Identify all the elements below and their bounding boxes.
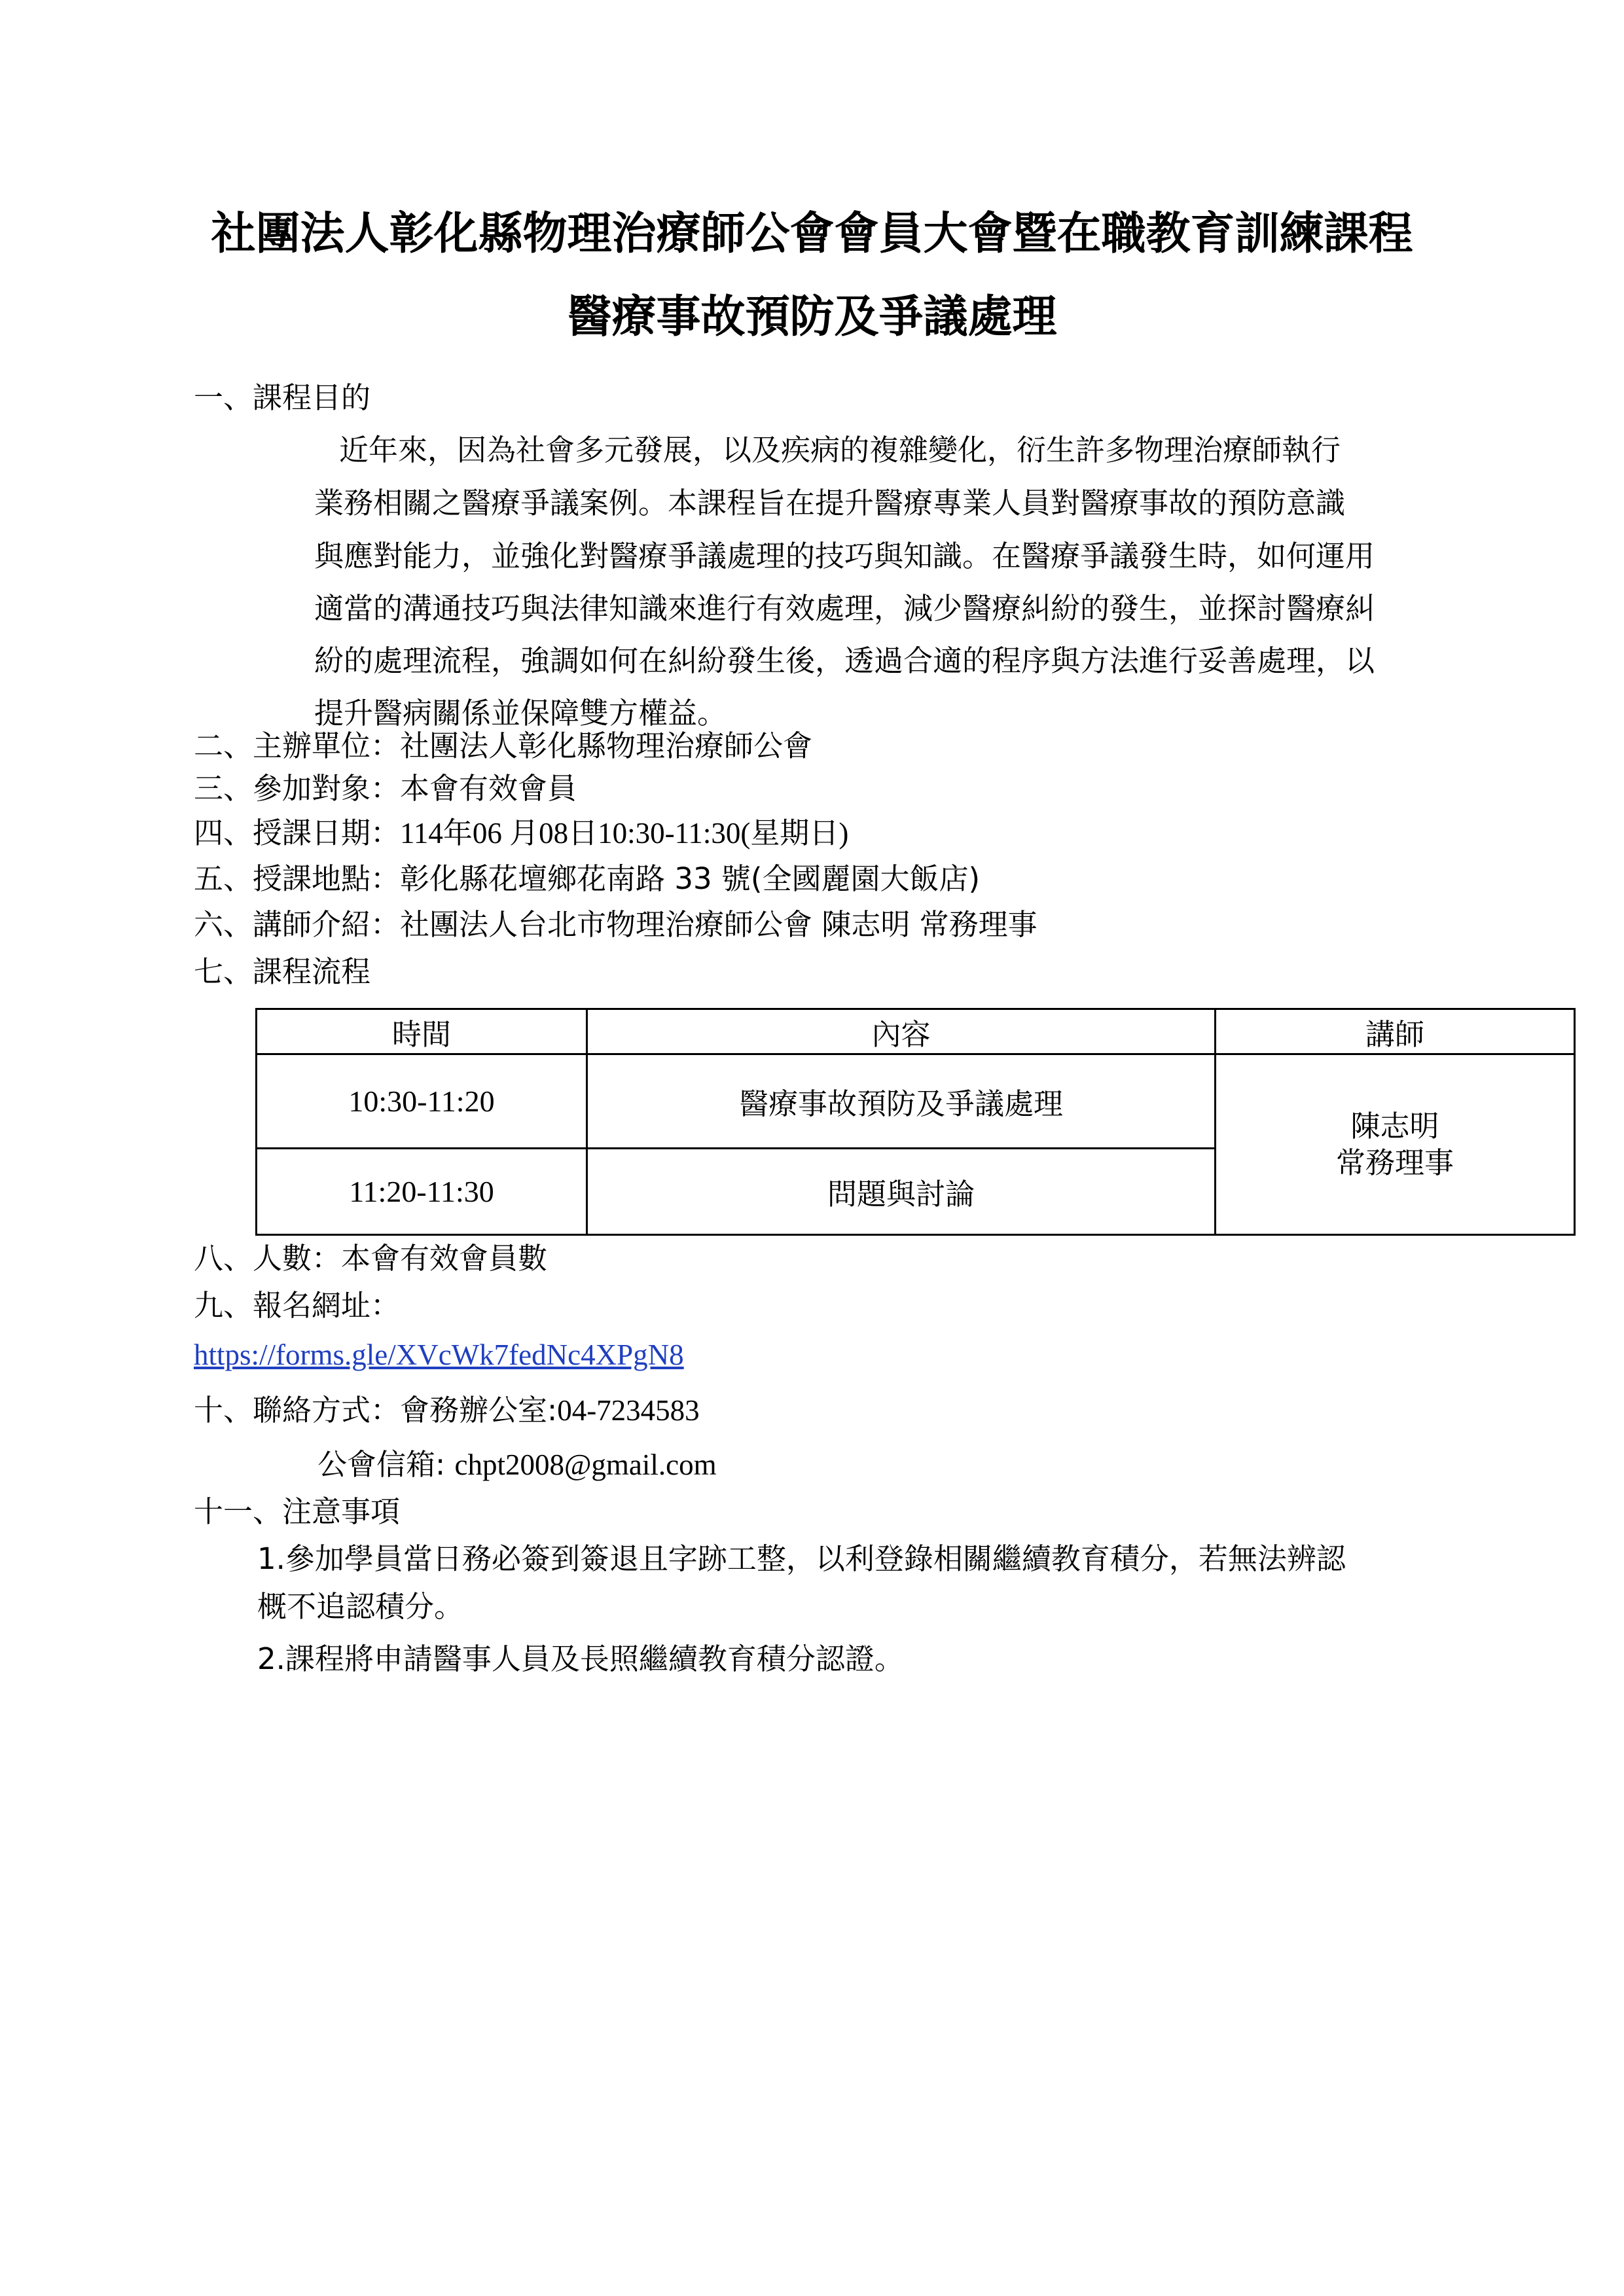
- purpose-paragraph-line: 適當的溝通技巧與法律知識來進行有效處理，減少醫療糾紛的發生，並探討醫療糾: [314, 591, 1375, 626]
- headcount-label: 八、人數：: [194, 1241, 342, 1276]
- session-time: 11:20-11:30: [257, 1149, 587, 1235]
- section-purpose-heading: 一、課程目的: [194, 380, 371, 415]
- headcount-row: [194, 1239, 547, 1278]
- lecturer-intro-row: [194, 905, 1038, 944]
- registration-link-row: [194, 1335, 684, 1374]
- contact-label: 十、聯絡方式：: [194, 1393, 401, 1427]
- organizer-row: [194, 726, 812, 766]
- purpose-paragraph-line: 與應對能力，並強化對醫療爭議處理的技巧與知識。在醫療爭議發生時，如何運用: [314, 539, 1375, 573]
- document-subtitle: 醫療事故預防及爭議處理: [567, 291, 1057, 343]
- table-row: [257, 1054, 1575, 1149]
- course-flow-heading: 七、課程流程: [194, 954, 371, 989]
- lecturer-intro-label: 六、講師介紹：: [194, 907, 401, 942]
- email-address: chpt2008@gmail.com: [454, 1448, 717, 1481]
- session-content: 醫療事故預防及爭議處理: [587, 1054, 1216, 1149]
- session-content: 問題與討論: [587, 1149, 1216, 1235]
- document-title: 社團法人彰化縣物理治療師公會會員大會暨在職教育訓練課程: [211, 208, 1413, 260]
- organizer-value: 社團法人彰化縣物理治療師公會: [400, 728, 813, 763]
- email-row: [317, 1445, 717, 1484]
- participants-row: [194, 769, 577, 808]
- lecturer-name: 陳志明: [1350, 1108, 1439, 1143]
- note-item: 2.課程將申請醫事人員及長照繼續教育積分認證。: [257, 1641, 904, 1676]
- header-time: 時間: [257, 1009, 587, 1054]
- lecturer-cell: [1216, 1054, 1575, 1235]
- course-date-row: [194, 814, 848, 853]
- schedule-table: [255, 1008, 1576, 1236]
- course-location-row: [194, 859, 980, 899]
- note-item-continuation: 概不追認積分。: [257, 1589, 464, 1624]
- headcount-value: 本會有效會員數: [341, 1241, 548, 1276]
- lecturer-intro-value: 社團法人台北市物理治療師公會 陳志明 常務理事: [400, 907, 1038, 942]
- purpose-paragraph-line: 提升醫病關係並保障雙方權益。: [314, 696, 727, 730]
- session-time: 10:30-11:20: [257, 1054, 587, 1149]
- note-item: 1.參加學員當日務必簽到簽退且字跡工整，以利登錄相關繼續教育積分，若無法辨認: [257, 1541, 1346, 1576]
- registration-label: 九、報名網址：: [194, 1288, 401, 1323]
- lecturer-title: 常務理事: [1335, 1145, 1454, 1180]
- email-label: 公會信箱:: [317, 1447, 446, 1482]
- registration-link[interactable]: https://forms.gle/XVcWk7fedNc4XPgN8: [194, 1338, 684, 1371]
- schedule-header-row: [257, 1009, 1575, 1054]
- course-date-label: 四、授課日期：: [194, 816, 401, 850]
- contact-row: [194, 1391, 700, 1430]
- course-location-value: 彰化縣花壇鄉花南路 33 號(全國麗園大飯店): [400, 861, 980, 896]
- organizer-label: 二、主辦單位：: [194, 728, 401, 763]
- header-content: 內容: [587, 1009, 1216, 1054]
- course-date-value: 114年06 月08日10:30-11:30(星期日): [400, 817, 849, 850]
- purpose-paragraph-line: 近年來，因為社會多元發展，以及疾病的複雜變化，衍生許多物理治療師執行: [339, 433, 1341, 467]
- header-lecturer: 講師: [1216, 1009, 1575, 1054]
- notes-heading: 十一、注意事項: [194, 1494, 401, 1529]
- office-label: 會務辦公室:: [400, 1393, 558, 1427]
- participants-value: 本會有效會員: [400, 771, 577, 806]
- purpose-paragraph-line: 紛的處理流程，強調如何在糾紛發生後，透過合適的程序與方法進行妥善處理，以: [314, 643, 1375, 678]
- purpose-paragraph-line: 業務相關之醫療爭議案例。本課程旨在提升醫療專業人員對醫療事故的預防意識: [314, 486, 1346, 520]
- participants-label: 三、參加對象：: [194, 771, 401, 806]
- course-location-label: 五、授課地點：: [194, 861, 401, 896]
- office-phone: 04-7234583: [557, 1394, 700, 1427]
